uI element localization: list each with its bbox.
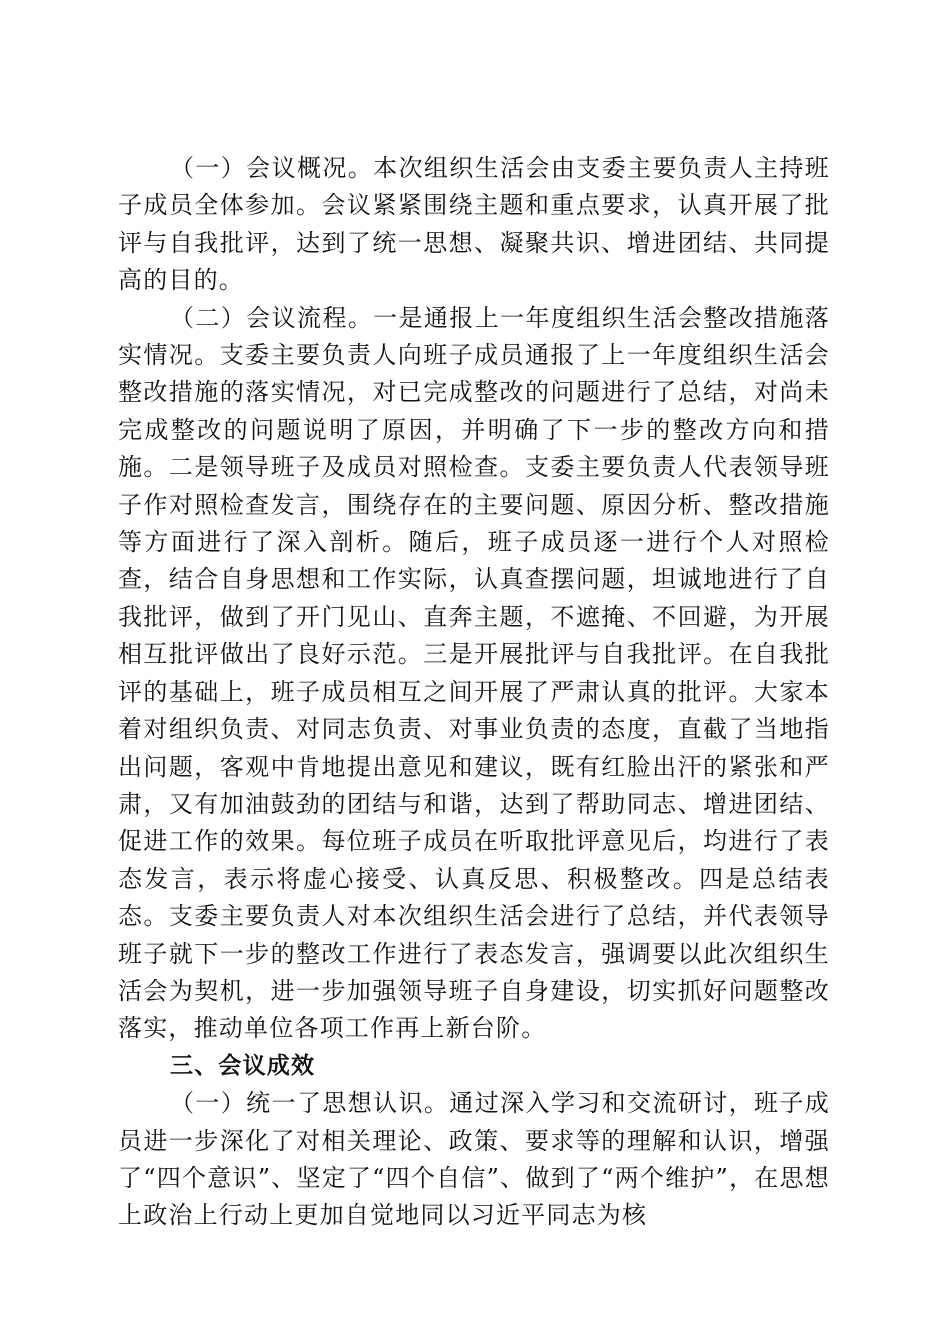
paragraph-meeting-process: （二）会议流程。一是通报上一年度组织生活会整改措施落实情况。支委主要负责人向班子成员通报了上一年度组织生活会整改措施的落实情况，对已完成整改的问题进行了总结，对尚未完成整改的问题说明了原因，并明确了下一步的整改方向和措施。二是领导班子及成员对照检查。支委主要负责人代表领导班子作对照检查发言，围绕存在的主要问题、原因分析、整改措施等方面进行了深入剖析。随后，班子成员逐一进行个人对照检查，结合自身思想和工作实际，认真查摆问题，坦诚地进行了自我批评，做到了开门见山、直奔主题，不遮掩、不回避，为开展相互批评做出了良好示范。三是开展批评与自我批评。在自我批评的基础上，班子成员相互之间开展了严肃认真的批评。大家本着对组织负责、对同志负责、对事业负责的态度，直截了当地指出问题，客观中肯地提出意见和建议，既有红脸出汗的紧张和严肃，又有加油鼓劲的团结与和谐，达到了帮助同志、增进团结、促进工作的效果。每位班子成员在听取批评意见后，均进行了表态发言，表示将虚心接受、认真反思、积极整改。四是总结表态。支委主要负责人对本次组织生活会进行了总结，并代表领导班子就下一步的整改工作进行了表态发言，强调要以此次组织生活会为契机，进一步加强领导班子自身建设，切实抓好问题整改落实，推动单位各项工作再上新台阶。 [118,303,830,1043]
paragraph-meeting-overview: （一）会议概况。本次组织生活会由支委主要负责人主持班子成员全体参加。会议紧紧围绕主题和重点要求，认真开展了批评与自我批评，达到了统一思想、凝聚共识、增进团结、共同提高的目的。 [118,154,830,295]
document-body [118,150,830,1235]
paragraph-unified-thinking: （一）统一了思想认识。通过深入学习和交流研讨，班子成员进一步深化了对相关理论、政策、要求等的理解和认识，增强了“四个意识”、坚定了“四个自信”、做到了“两个维护”，在思想上政治上行动上更加自觉地同以习近平同志为核 [118,1089,830,1230]
section-heading-meeting-results: 三、会议成效 [170,1052,316,1079]
